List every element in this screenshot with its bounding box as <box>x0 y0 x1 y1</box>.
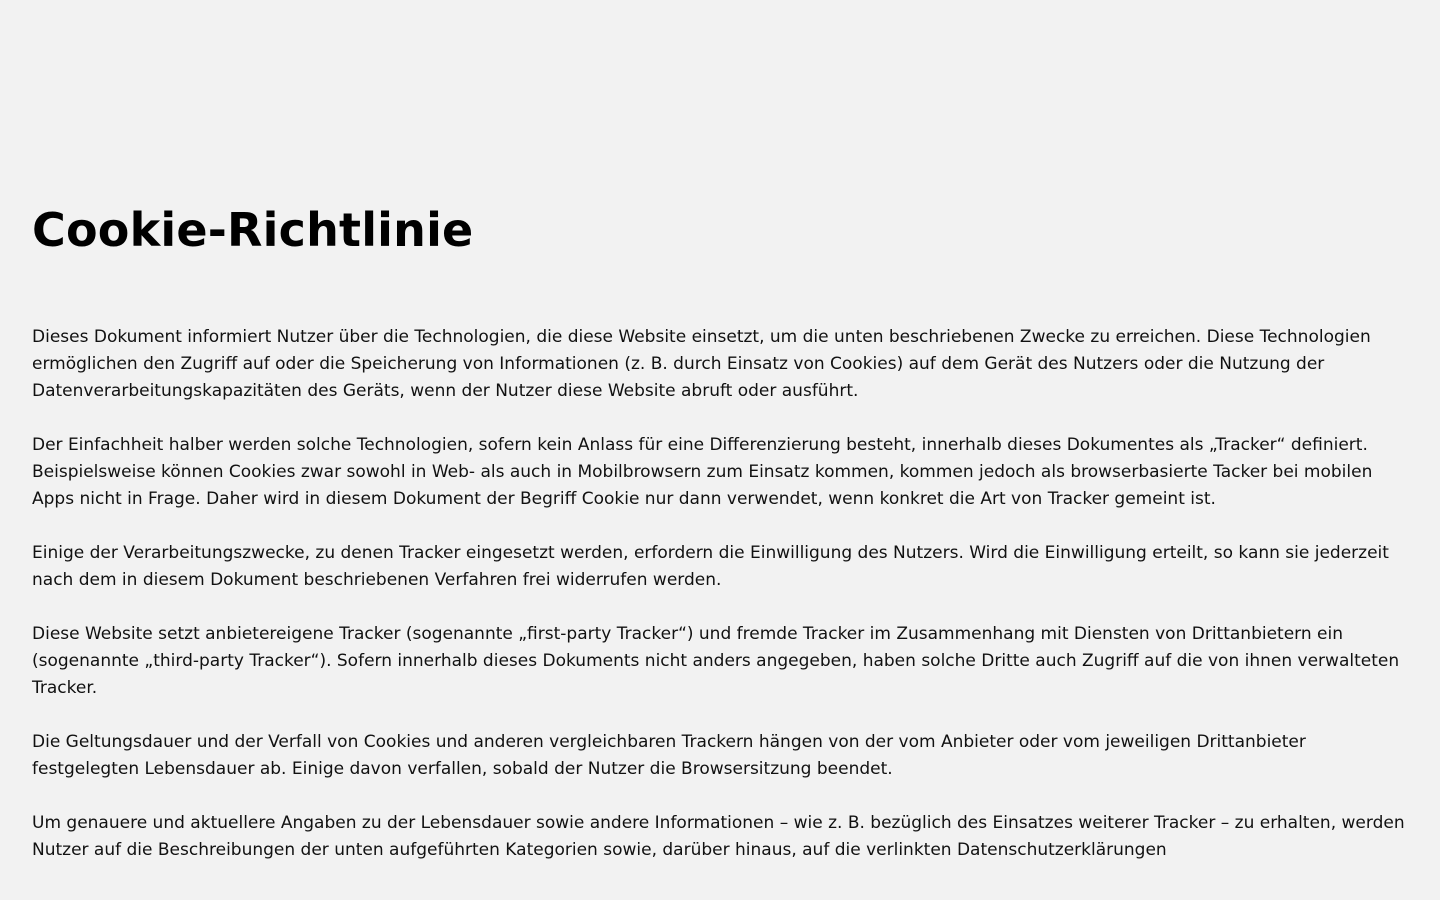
document-body <box>32 324 1412 864</box>
paragraph-more-info: Um genauere und aktuellere Angaben zu der Lebensdauer sowie andere Informationen – wie z. B. bezüglich des Einsatzes weiterer Tracker – zu erhalten, werden Nutzer auf die Beschreibungen der unten aufgeführten Kategorien sowie, darüber hinaus, auf die verlinkten Datenschutzerklärungen <box>32 813 1405 860</box>
page-title: Cookie-Richtlinie <box>32 203 474 257</box>
document-content <box>32 200 1412 891</box>
paragraph-consent: Einige der Verarbeitungszwecke, zu denen Tracker eingesetzt werden, erfordern die Einwilligung des Nutzers. Wird die Einwilligung erteilt, so kann sie jederzeit nach dem in diesem Dokument beschriebenen Verfahren frei widerrufen werden. <box>32 543 1389 590</box>
paragraph-first-third-party: Diese Website setzt anbietereigene Tracker (sogenannte „first-party Tracker“) und fremde Tracker im Zusammenhang mit Diensten von Drittanbietern ein (sogenannte „third-party Tracker“). Sofern innerhalb dieses Dokuments nicht anders angegeben, haben solche Dritte auch Zugriff auf die von ihnen verwalteten Tracker. <box>32 624 1400 698</box>
paragraph-tracker-definition: Der Einfachheit halber werden solche Technologien, sofern kein Anlass für eine Differenzierung besteht, innerhalb dieses Dokumentes als „Tracker“ definiert. Beispielsweise können Cookies zwar sowohl in Web- als auch in Mobilbrowsern zum Einsatz kommen, kommen jedoch als browserbasierte Tacker bei mobilen Apps nicht in Frage. Daher wird in diesem Dokument der Begriff Cookie nur dann verwendet, wenn konkret die Art von Tracker gemeint ist. <box>32 435 1373 509</box>
paragraph-lifetime: Die Geltungsdauer und der Verfall von Cookies und anderen vergleichbaren Trackern hängen von der vom Anbieter oder vom jeweiligen Drittanbieter festgelegten Lebensdauer ab. Einige davon verfallen, sobald der Nutzer die Browsersitzung beendet. <box>32 732 1306 779</box>
paragraph-intro: Dieses Dokument informiert Nutzer über die Technologien, die diese Website einsetzt, um die unten beschriebenen Zwecke zu erreichen. Diese Technologien ermöglichen den Zugriff auf oder die Speicherung von Informationen (z. B. durch Einsatz von Cookies) auf dem Gerät des Nutzers oder die Nutzung der Datenverarbeitungskapazitäten des Geräts, wenn der Nutzer diese Website abruft oder ausführt. <box>32 327 1371 401</box>
